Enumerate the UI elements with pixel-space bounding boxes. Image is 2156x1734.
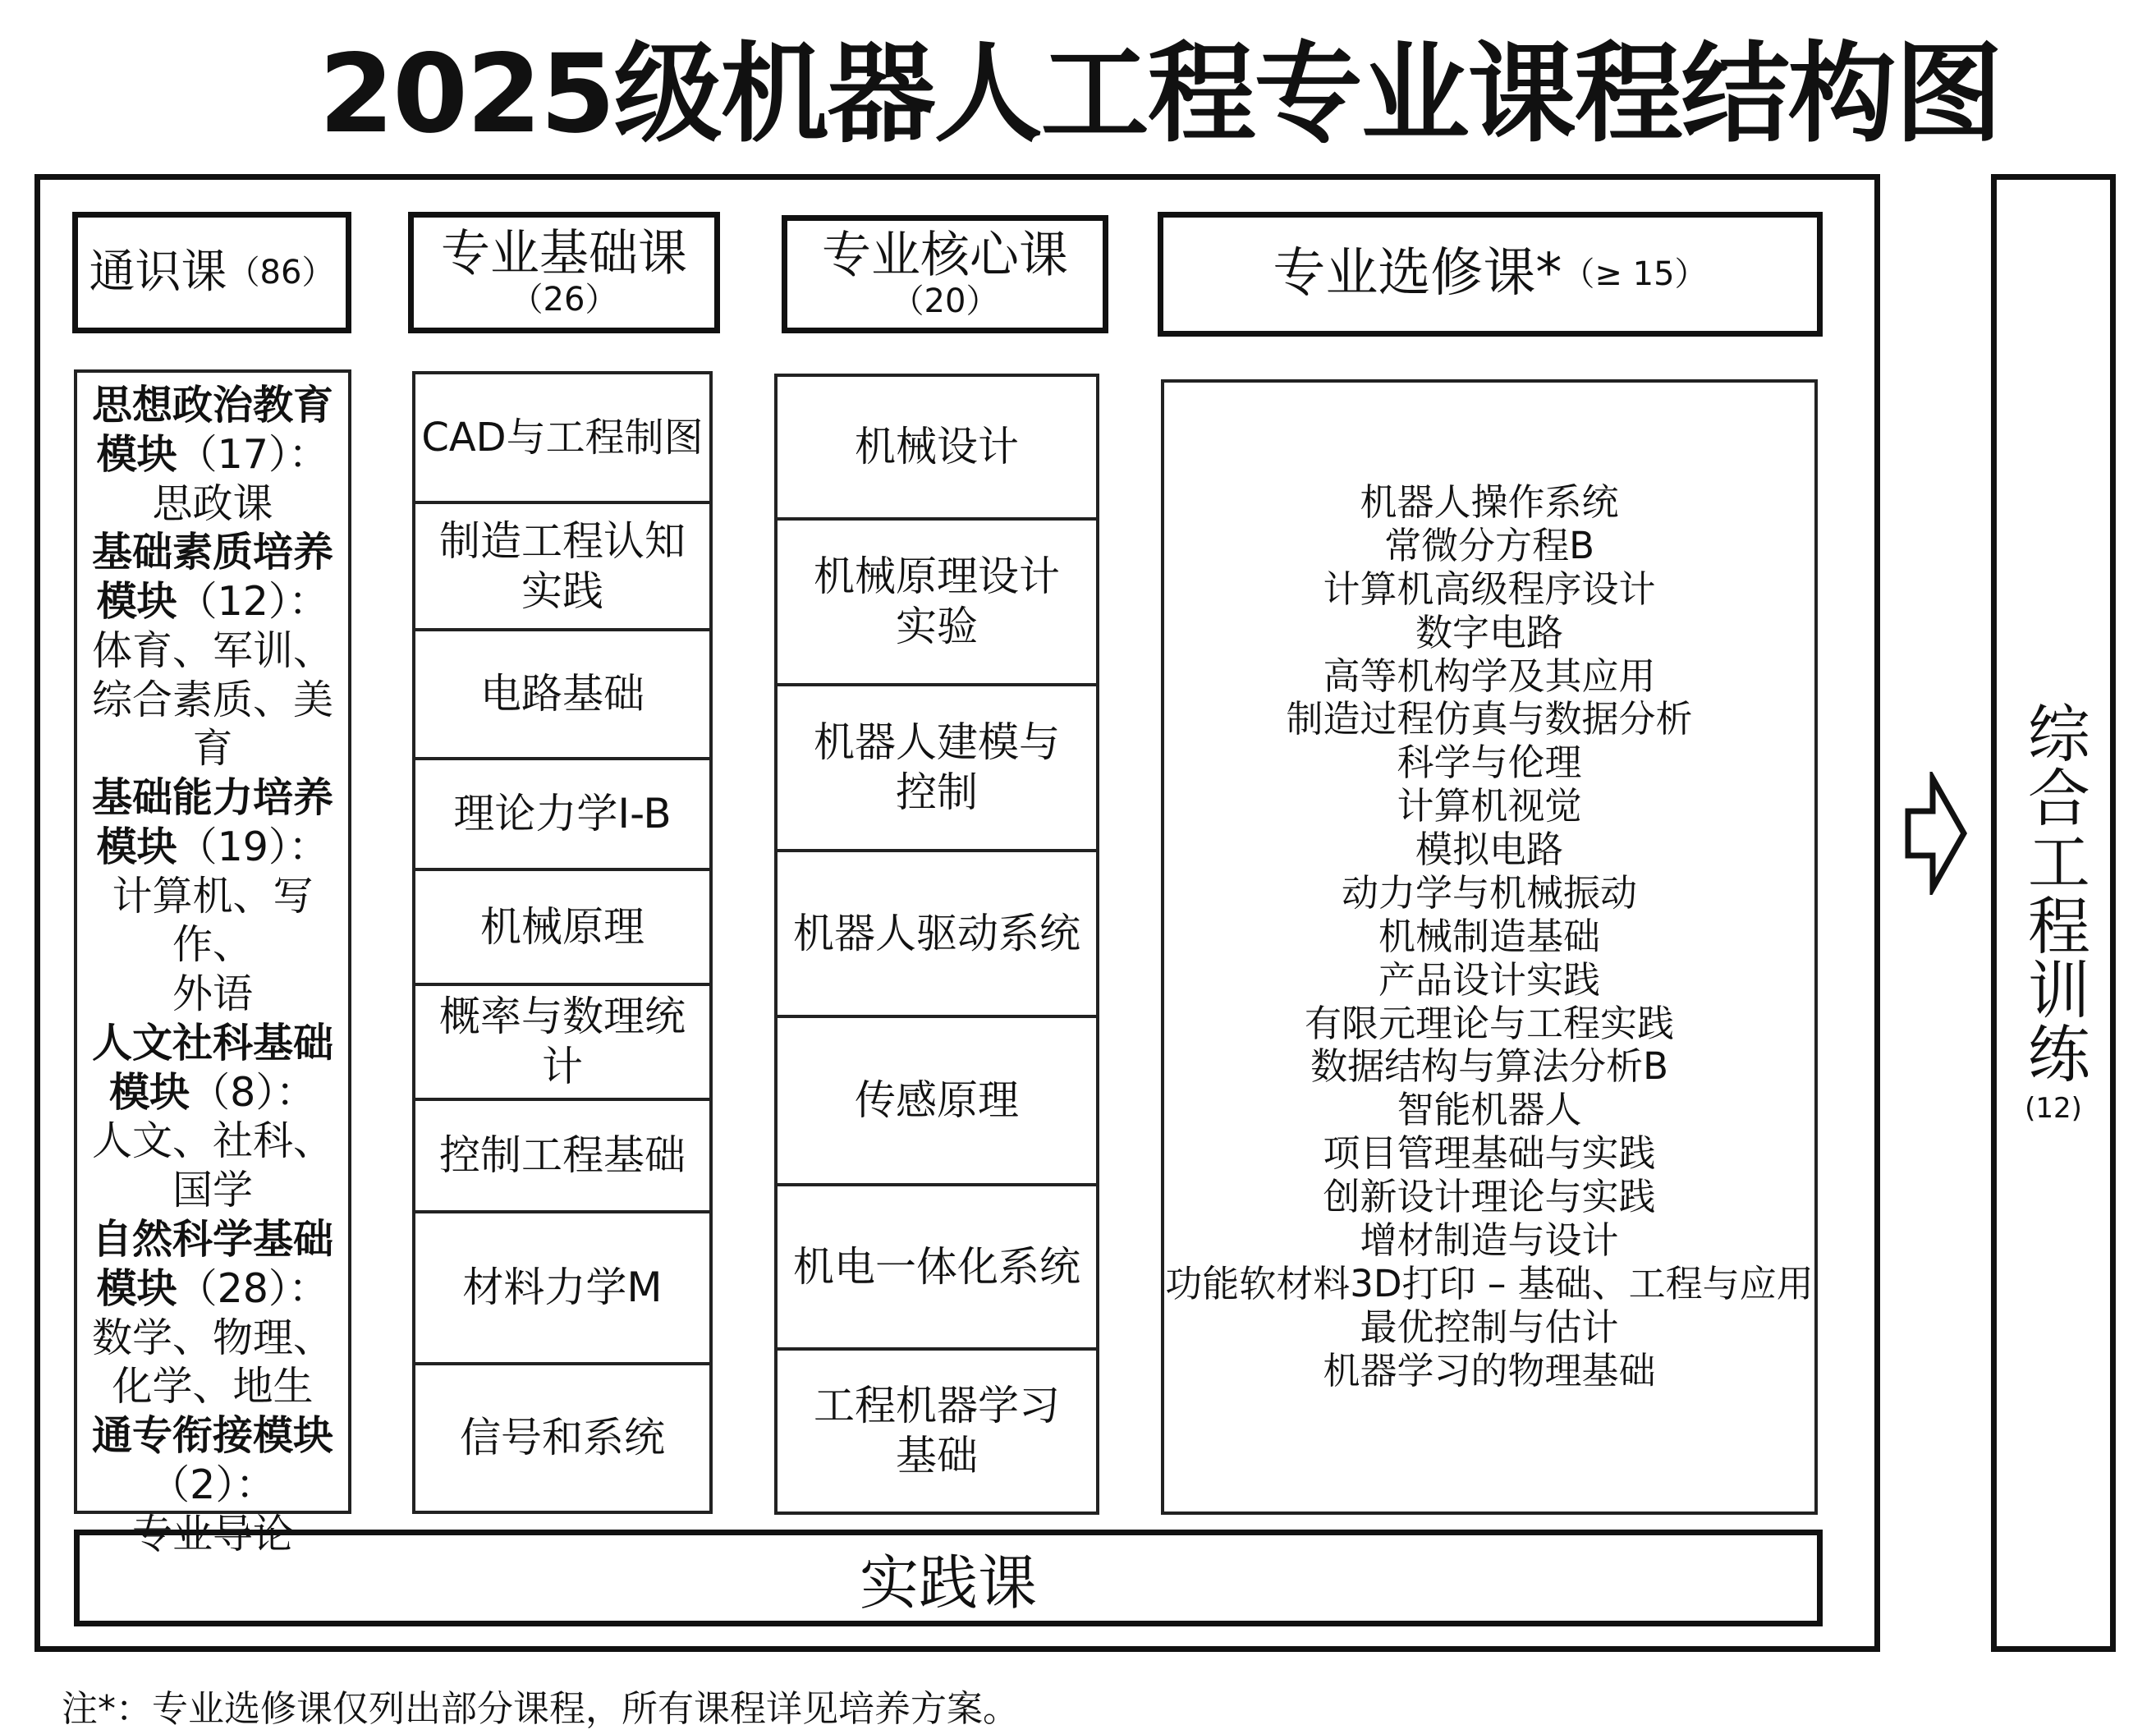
comprehensive-training-box [1991,174,2116,1652]
elective-course: 动力学与机械振动 [1341,870,1637,915]
elective-header-credits: （≥ 15） [1562,255,1708,293]
practice-bar [74,1530,1823,1626]
module-name-suffix: 模块 [96,430,177,478]
elective-course: 制造过程仿真与数据分析 [1286,697,1693,741]
module-credits: （28）： [177,1264,329,1312]
general-header-credits: （86） [227,253,335,291]
core-course: 机械原理设计实验 [778,521,1096,686]
general-modules-column [74,369,351,1557]
elective-course: 机器人操作系统 [1360,480,1619,524]
basic-course: 理论力学I-B [415,760,709,871]
module-content: 专业导论 [131,1510,293,1557]
module-content: 育 [192,725,233,773]
elective-course: 项目管理基础与实践 [1323,1131,1656,1176]
module-content: 体育、军训、 [91,626,333,674]
elective-course: 增材制造与设计 [1360,1218,1619,1262]
elective-header [1158,212,1823,337]
core-course: 传感原理 [778,1018,1096,1186]
elective-course: 模拟电路 [1415,828,1563,871]
elective-course: 有限元理论与工程实践 [1304,1001,1674,1045]
basic-course: 电路基础 [415,631,709,760]
module-name: 思想政治教育 [91,382,333,429]
module-ideology [80,381,345,528]
general-header [72,212,351,333]
elective-courses-column [1161,379,1818,1515]
module-content: 化学、地生 [112,1363,314,1411]
elective-course: 智能机器人 [1397,1088,1582,1132]
module-name: 基础能力培养 [91,774,333,822]
module-credits: （19）： [177,823,329,870]
module-natural-science [80,1215,345,1411]
module-content: 思政课 [152,479,273,527]
core-course: 机械设计 [778,377,1096,521]
module-basic-ability [80,773,345,1019]
module-credits: （17）： [177,430,329,478]
elective-course: 计算机高级程序设计 [1323,567,1656,611]
module-name-suffix: 模块 [109,1068,190,1116]
basic-header [408,212,720,333]
elective-course: 创新设计理论与实践 [1323,1175,1656,1218]
module-humanities [80,1019,345,1215]
module-content: 数学、物理、 [91,1314,333,1361]
module-credits: （2）： [149,1461,276,1508]
elective-course: 机器学习的物理基础 [1323,1348,1656,1392]
page-title: 2025级机器人工程专业课程结构图 [319,31,2002,158]
core-course: 机器人建模与控制 [778,686,1096,852]
practice-label: 实践课 [859,1548,1037,1617]
module-name-suffix: 模块 [96,823,177,870]
elective-course: 产品设计实践 [1378,957,1600,1002]
elective-course: 数据结构与算法分析B [1310,1044,1668,1089]
module-content: 人文、社科、 [91,1117,333,1165]
basic-course: CAD与工程制图 [415,374,709,504]
core-course: 机电一体化系统 [778,1186,1096,1351]
elective-course: 科学与伦理 [1397,741,1582,785]
elective-course: 最优控制与估计 [1360,1305,1619,1349]
basic-course: 控制工程基础 [415,1101,709,1213]
module-name: 人文社科基础 [91,1019,333,1067]
basic-course: 制造工程认知实践 [415,504,709,631]
module-credits: （12）： [177,578,329,626]
elective-header-label: 专业选修课* [1273,243,1562,305]
core-header [782,215,1108,333]
elective-course: 高等机构学及其应用 [1323,654,1656,698]
module-name: 通专衔接模块 [91,1412,333,1460]
comprehensive-training-label: 综合工程训练 [2017,701,2091,1085]
comprehensive-training-credits: (12) [2025,1092,2082,1125]
elective-course: 机械制造基础 [1378,914,1600,958]
core-header-label: 专业核心课 [822,227,1068,284]
core-courses-column [774,374,1099,1515]
module-basic-quality [80,528,345,773]
module-name: 基础素质培养 [91,529,333,576]
core-course: 工程机器学习基础 [814,1382,1060,1479]
basic-course: 机械原理 [415,871,709,986]
footnote: 注*：专业选修课仅列出部分课程，所有课程详见培养方案。 [62,1688,1019,1730]
module-name-suffix: 模块 [96,578,177,626]
general-header-label: 通识课 [89,245,227,299]
module-name-suffix: 模块 [96,1264,177,1312]
elective-course: 常微分方程B [1384,523,1594,567]
module-content: 综合素质、美 [91,676,333,723]
basic-courses-column [412,371,713,1514]
hollow-right-arrow-icon [1903,772,1969,895]
module-credits: （8）： [190,1068,316,1116]
elective-course: 功能软材料3D打印 – 基础、工程与应用 [1165,1261,1814,1305]
core-header-credits: （20） [891,282,999,321]
basic-course: 概率与数理统计 [415,986,709,1101]
basic-course: 材料力学M [415,1213,709,1365]
module-content: 国学 [172,1167,253,1214]
elective-course: 计算机视觉 [1397,784,1582,828]
core-course: 机器人驱动系统 [778,852,1096,1018]
module-name: 自然科学基础 [91,1216,333,1264]
basic-header-credits: （26） [510,281,618,319]
module-content: 计算机、写作、 [112,872,314,969]
basic-header-label: 专业基础课 [441,225,687,282]
module-content: 外语 [172,970,253,1018]
basic-course: 信号和系统 [460,1414,665,1461]
elective-course: 数字电路 [1415,610,1563,654]
